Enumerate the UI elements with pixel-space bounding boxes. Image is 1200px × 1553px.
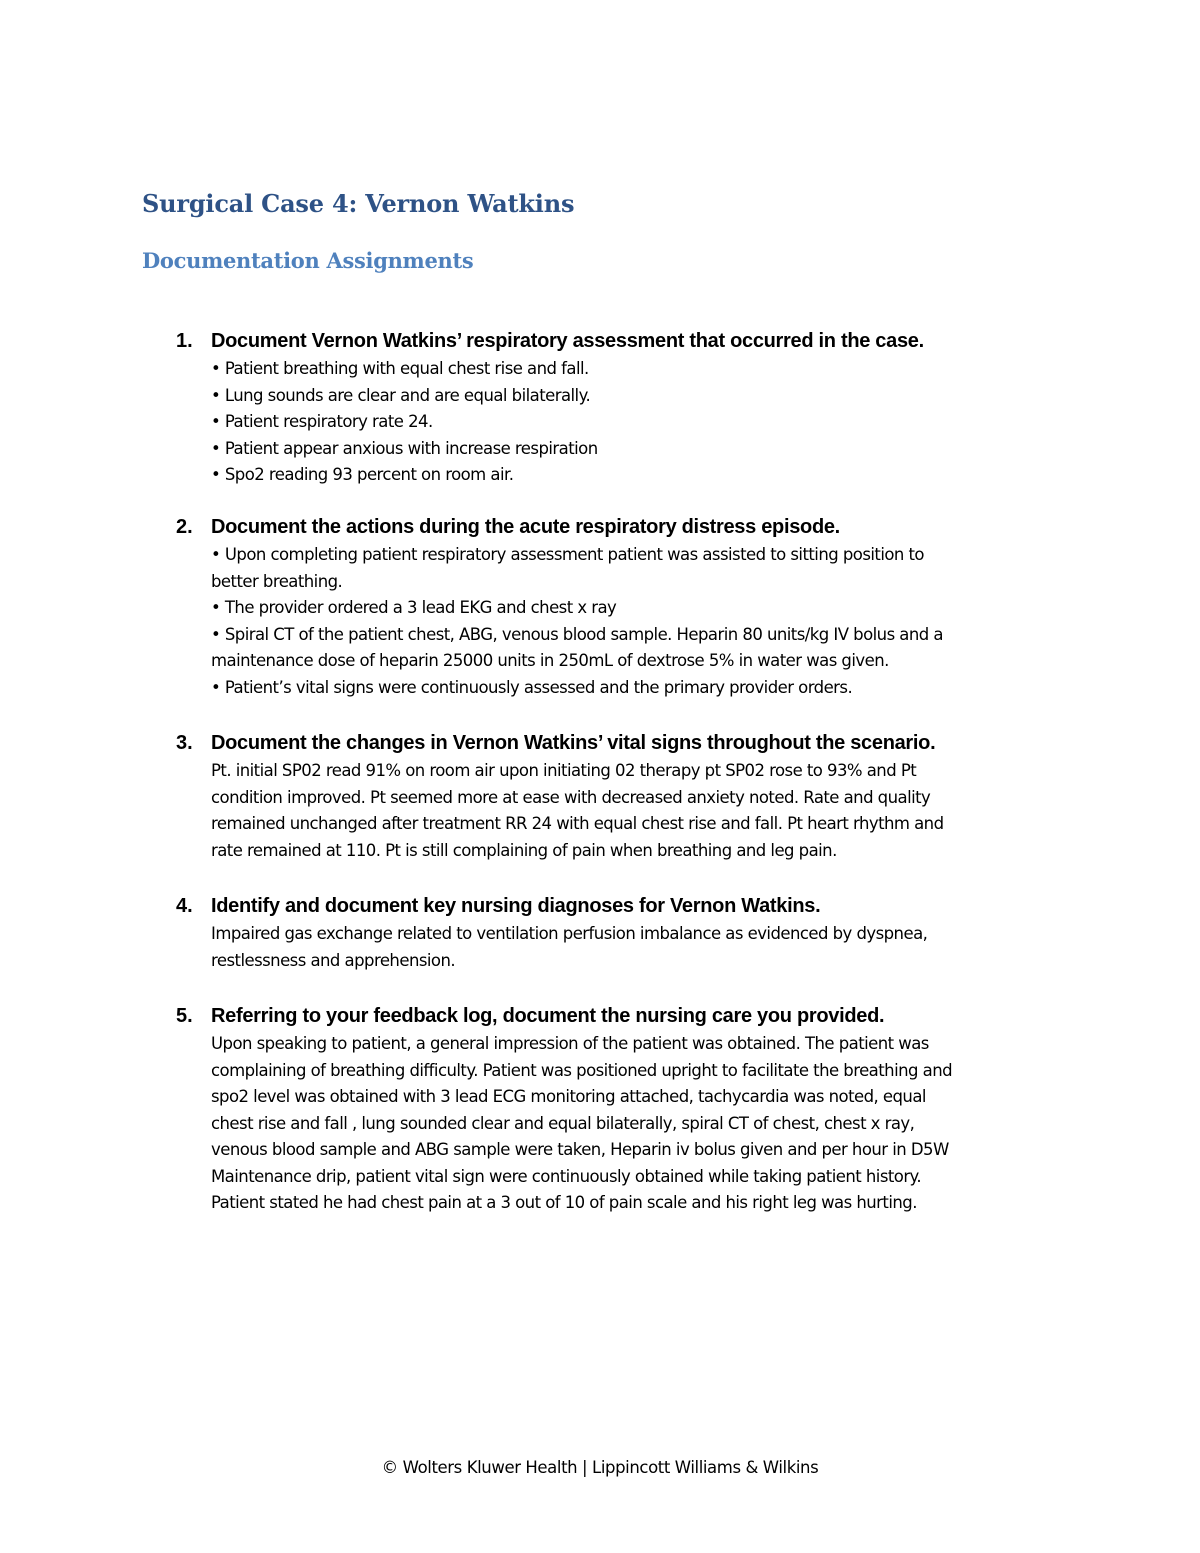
assignment-answer [211, 542, 1061, 701]
assignment-number: 3. [176, 732, 193, 754]
assignment-question: Referring to your feedback log, document the nursing care you provided. [211, 1005, 885, 1027]
answer-bullet: • Patient respiratory rate 24. [211, 412, 433, 431]
assignment-number: 4. [176, 895, 193, 917]
answer-paragraph: Pt. initial SP02 read 91% on room air upon initiating 02 therapy pt SP02 rose to 93% and Pt condition improved. Pt seemed more at ease with decreased anxiety noted. Rate and quality remained unchanged after treatment RR 24 with equal chest rise and fall. Pt heart rhythm and rate remained at 110. Pt is still complaining of pain when breathing and leg pain. [211, 761, 944, 860]
answer-bullet: • The provider ordered a 3 lead EKG and chest x ray [211, 598, 617, 617]
assignment-question: Identify and document key nursing diagnoses for Vernon Watkins. [211, 895, 821, 917]
assignment-question: Document the actions during the acute respiratory distress episode. [211, 516, 840, 538]
assignment-question: Document Vernon Watkins’ respiratory assessment that occurred in the case. [211, 330, 924, 352]
answer-bullet: • Upon completing patient respiratory assessment patient was assisted to sitting position to better breathing. [211, 545, 924, 591]
assignment-number: 5. [176, 1005, 193, 1027]
answer-bullet: • Patient breathing with equal chest rise and fall. [211, 359, 589, 378]
document-subtitle: Documentation Assignments [142, 248, 474, 273]
answer-paragraph: Impaired gas exchange related to ventilation perfusion imbalance as evidenced by dyspnea, restlessness and apprehension. [211, 924, 928, 970]
document-title: Surgical Case 4: Vernon Watkins [142, 189, 575, 218]
assignment-question: Document the changes in Vernon Watkins’ vital signs throughout the scenario. [211, 732, 936, 754]
answer-bullet: • Patient appear anxious with increase respiration [211, 438, 598, 458]
copyright-footer: © Wolters Kluwer Health | Lippincott Williams & Wilkins [381, 1458, 819, 1477]
assignment-answer [211, 921, 1061, 974]
assignment-answer [211, 356, 1061, 489]
answer-bullet: • Spiral CT of the patient chest, ABG, venous blood sample. Heparin 80 units/kg IV bolus and a maintenance dose of heparin 25000 units in 250mL of dextrose 5% in water was given. [211, 624, 943, 670]
assignment-answer [211, 1031, 1061, 1217]
answer-bullet: • Spo2 reading 93 percent on room air. [211, 465, 514, 484]
answer-paragraph: Upon speaking to patient, a general impression of the patient was obtained. The patient was complaining of breathing difficulty. Patient was positioned upright to facilitate the breathing and spo2 level was obtained with 3 lead ECG monitoring attached, tachycardia was noted, equal chest rise and fall , lung sounded clear and equal bilaterally, spiral CT of chest, chest x ray, venous blood sample and ABG sample were taken, Heparin iv bolus given and per hour in D5W Maintenance drip, patient vital sign were continuously obtained while taking patient history. Patient stated he had chest pain at a 3 out of 10 of pain scale and his right leg was hurting. [211, 1034, 953, 1212]
assignment-number: 1. [176, 330, 193, 352]
answer-bullet: • Patient’s vital signs were continuously assessed and the primary provider orders. [211, 677, 853, 697]
assignment-answer [211, 758, 1061, 864]
answer-bullet: • Lung sounds are clear and are equal bilaterally. [211, 385, 591, 405]
assignment-number: 2. [176, 516, 193, 538]
